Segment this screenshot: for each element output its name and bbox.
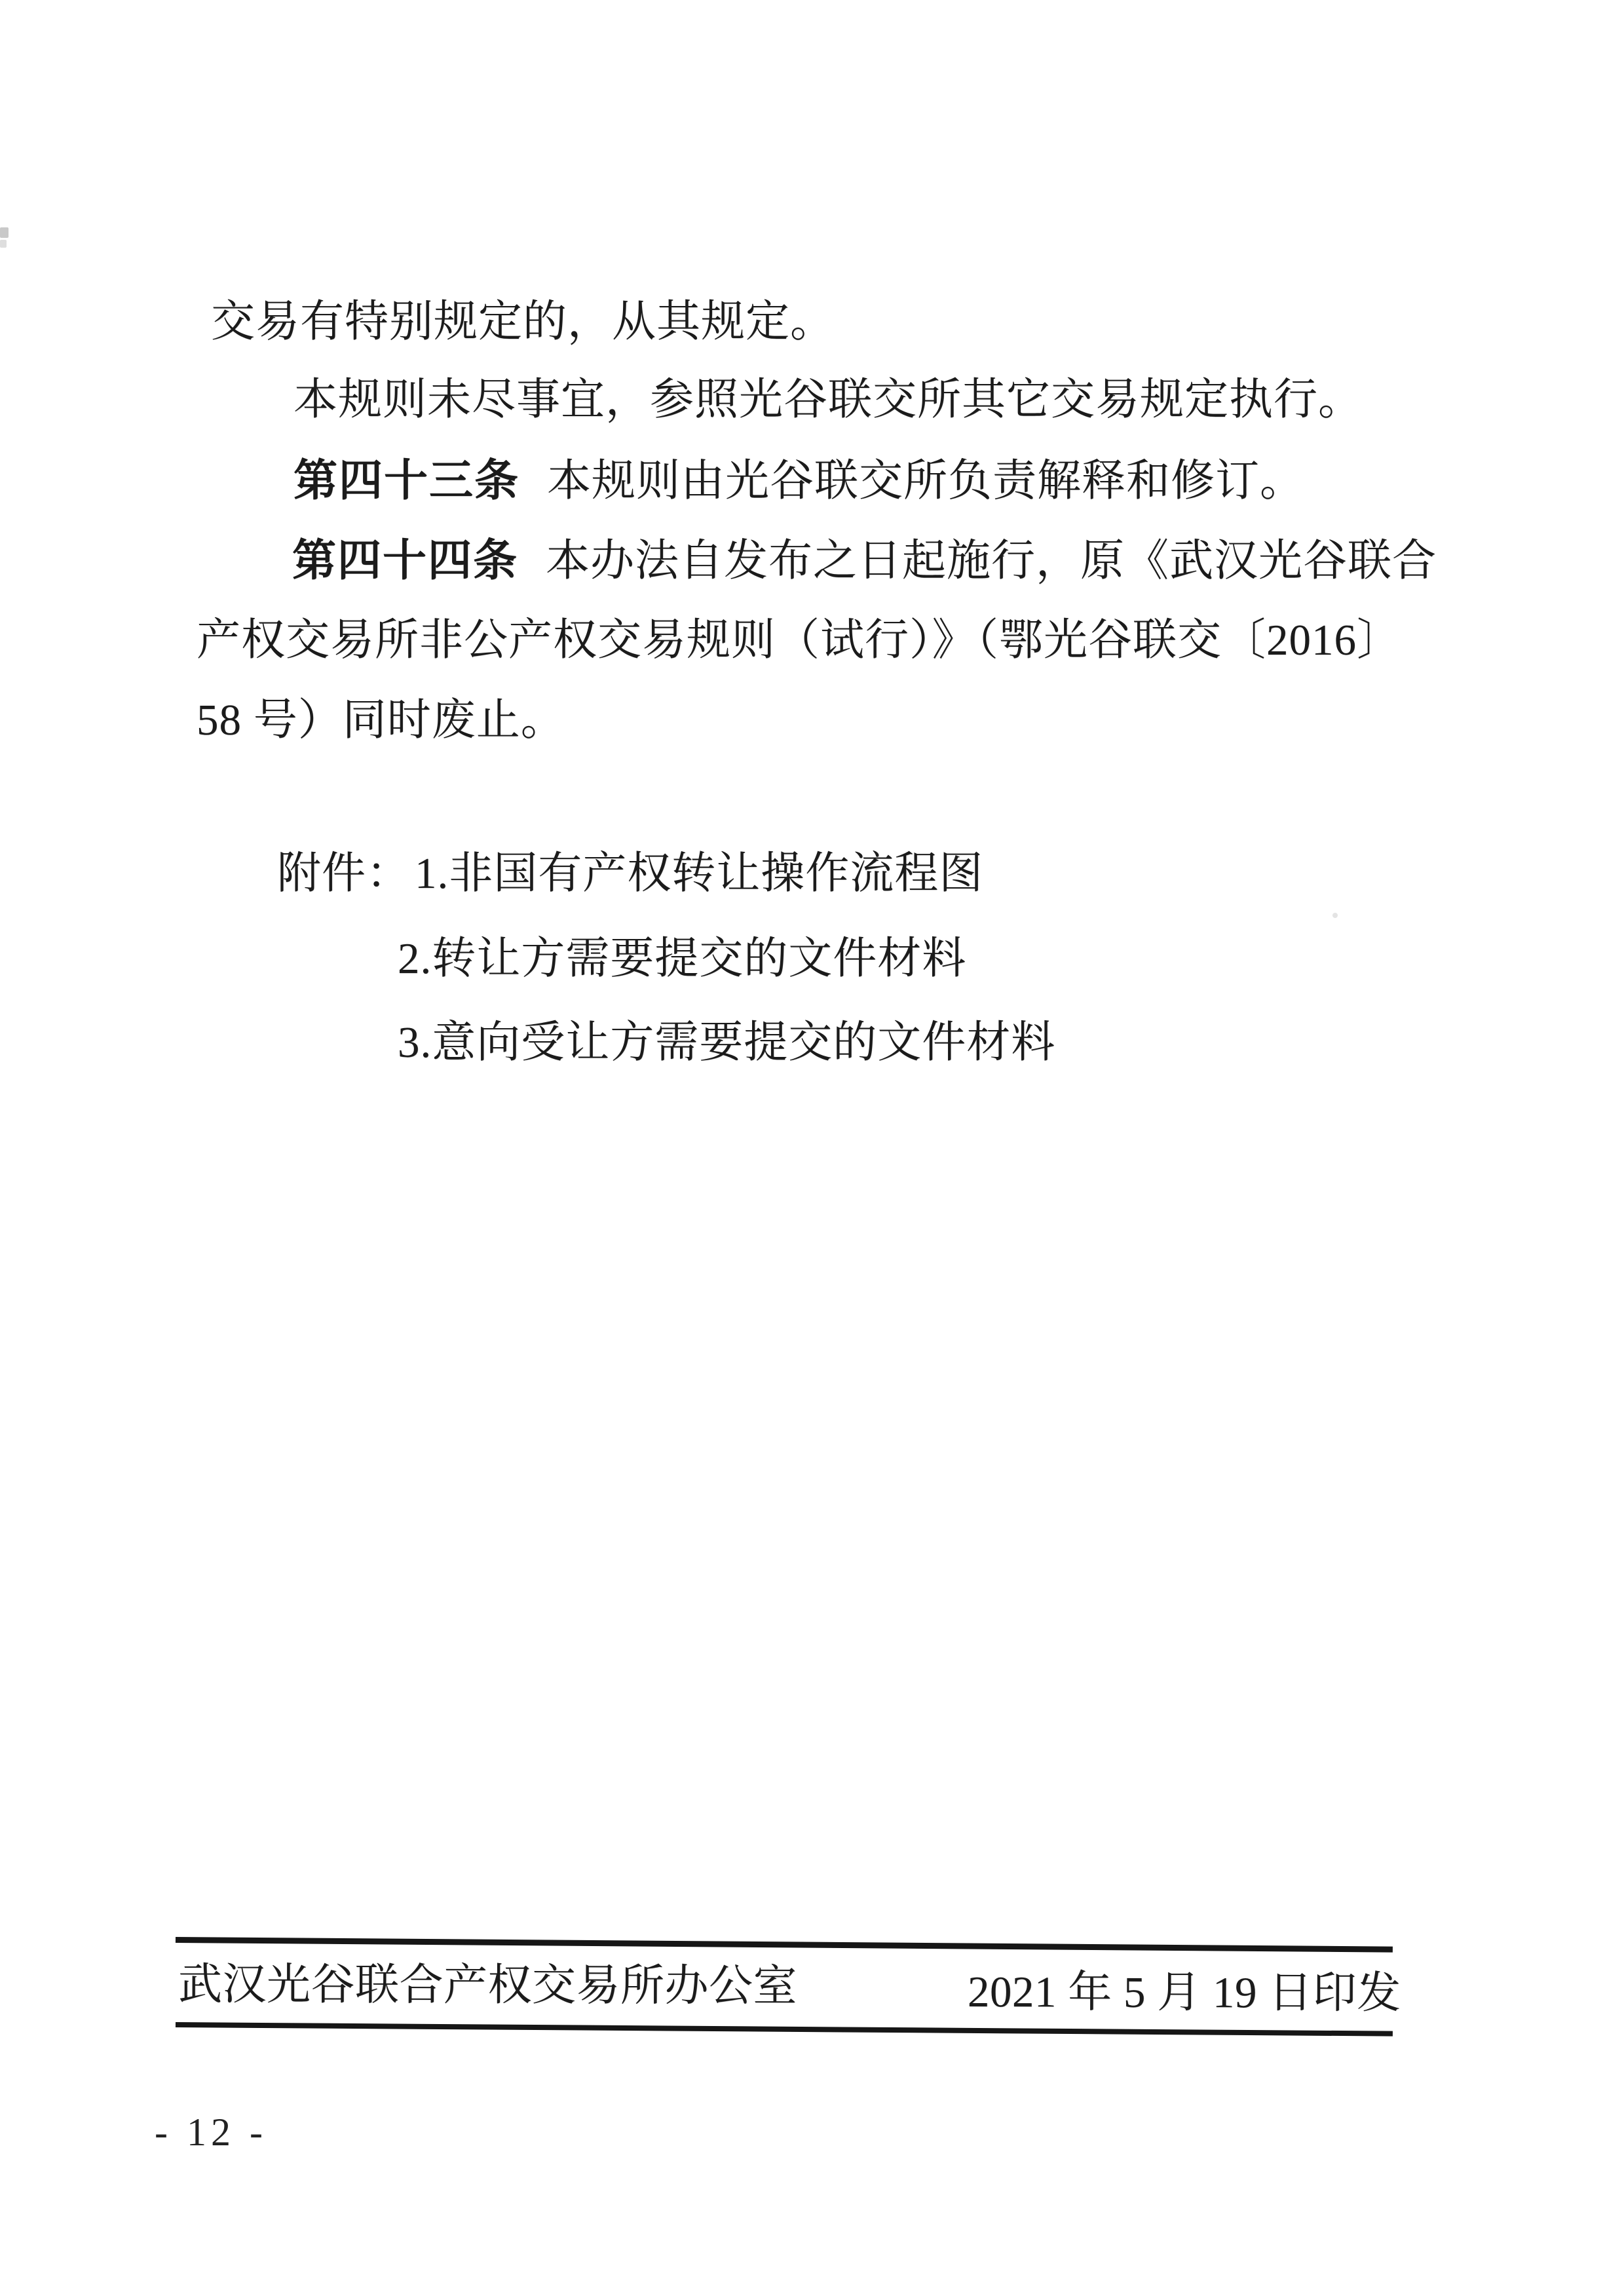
left-edge-scan-smudge [0,227,9,238]
page-number: - 12 - [155,2111,267,2154]
paragraph-continuation: 交易有特别规定的，从其规定。 [211,297,835,346]
article-44-text: 本办法自发布之日起施行，原《武汉光谷联合 [546,537,1437,585]
colophon-top-rule [176,1937,1393,1953]
attachment-item-2: 2.转让方需要提交的文件材料 [398,934,967,983]
article-43-text: 本规则由光谷联交所负责解释和修订。 [547,457,1304,505]
attachment-item-1: 1.非国有产权转让操作流程图 [415,849,984,898]
paragraph-article-44 [292,536,1437,585]
attachments-label: 附件： [277,849,411,898]
paragraph-article-43 [293,456,1304,505]
paragraph-unfinished-matters: 本规则未尽事宜，参照光谷联交所其它交易规定执行。 [293,375,1363,424]
issue-date: 2021 年 5 月 19 日印发 [967,1967,1401,2018]
attachments-line-1 [277,849,984,898]
article-43-number: 第四十三条 [293,456,519,505]
attachment-item-3: 3.意向受让方需要提交的文件材料 [398,1018,1056,1067]
paragraph-article-44-line2: 产权交易所非公产权交易规则（试行）》（鄂光谷联交〔2016〕 [197,616,1401,664]
colophon-bottom-rule [176,2022,1393,2037]
paragraph-article-44-line3: 58 号）同时废止。 [197,696,565,744]
left-edge-scan-smudge-2 [0,240,7,248]
issuing-office: 武汉光谷联合产权交易所办公室 [178,1960,798,2011]
scan-speck [1332,913,1338,918]
article-44-number: 第四十四条 [292,536,518,585]
